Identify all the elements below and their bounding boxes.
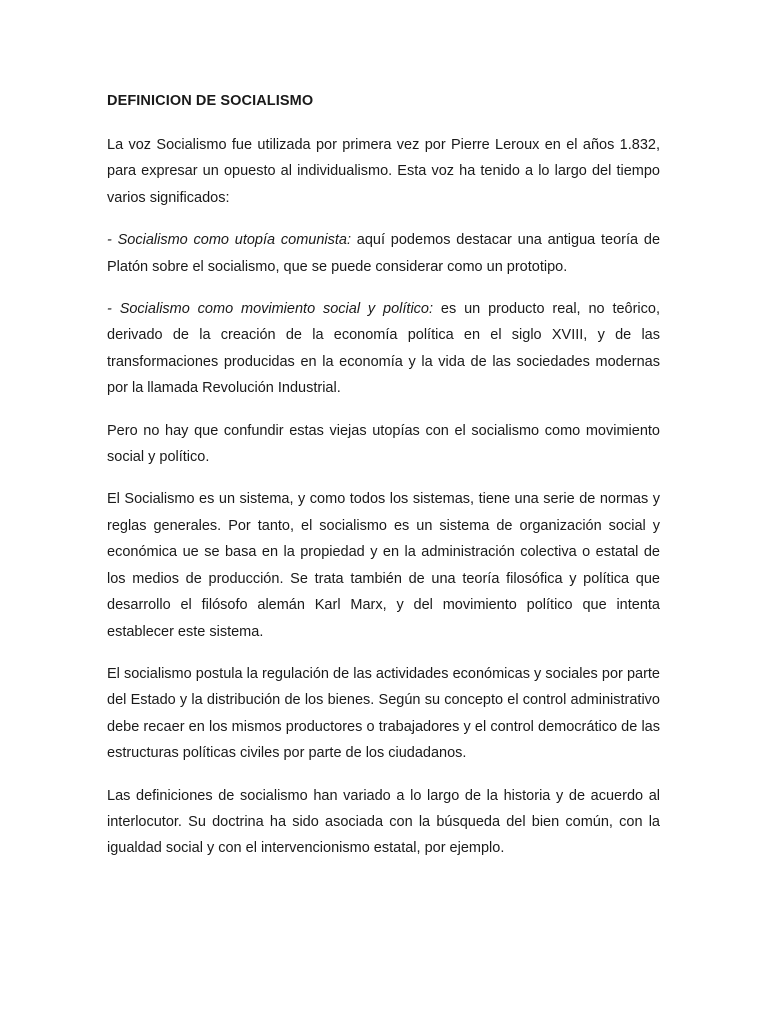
document-page [107,90,660,878]
paragraph-utopia-text: aquí podemos destacar una antigua teoría de Platón sobre el socialismo, que se puede considerar como un prototipo. [107,232,661,275]
paragraph-movement [107,296,660,402]
paragraph-movement-text: es un producto real, no teôrico, derivado de la creación de la economía política en el siglo XVIII, y de las transformaciones producidas en la economía y la vida de las sociedades modernas por la llamada Revolución Industrial. [107,301,660,397]
paragraph-utopia [107,227,660,280]
paragraph-intro: La voz Socialismo fue utilizada por primera vez por Pierre Leroux en el años 1.832, para expresar un opuesto al individualismo. Esta voz ha tenido a lo largo del tiempo varios significados: [107,137,660,206]
document-title: DEFINICION DE SOCIALISMO [107,93,314,109]
paragraph-definitions: Las definiciones de socialismo han variado a lo largo de la historia y de acuerdo al interlocutor. Su doctrina ha sido asociada con la búsqueda del bien común, con la igualdad social y con el intervencionismo estatal, por ejemplo. [107,787,660,857]
paragraph-system: El Socialismo es un sistema, y como todos los sistemas, tiene una serie de normas y reglas generales. Por tanto, el socialismo es un sistema de organización social y económica ue se basa en la propiedad y en la administración colectiva o estatal de los medios de producción. Se trata también de una teoría filosófica y política que desarrollo el filósofo alemán Karl Marx, y del movimiento político que intenta establecer este sistema. [107,491,660,640]
paragraph-regulation: El socialismo postula la regulación de las actividades económicas y sociales por parte del Estado y la distribución de los bienes. Según su concepto el control administrativo debe recaer en los mismos productores o trabajadores y el control democrático de las estructuras políticas civiles por parte de los ciudadanos. [107,665,660,762]
paragraph-confusion: Pero no hay que confundir estas viejas utopías con el socialismo como movimiento social y político. [107,422,660,466]
term-utopia: - Socialismo como utopía comunista: [107,232,351,249]
term-movement: - Socialismo como movimiento social y político: [107,301,434,318]
